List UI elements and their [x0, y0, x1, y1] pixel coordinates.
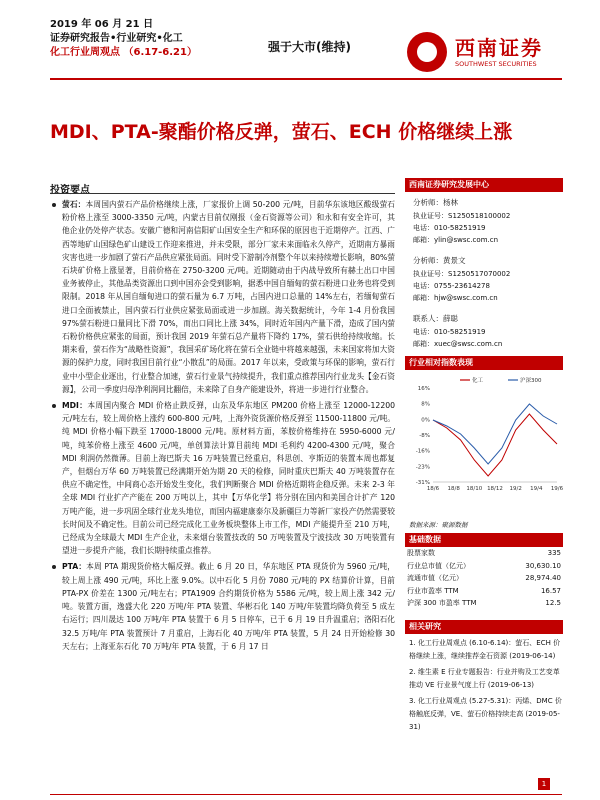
- summary-heading: 投资要点: [50, 185, 90, 196]
- basic-data-table: [405, 547, 563, 610]
- logo-text-cn: 西南证券: [455, 36, 543, 60]
- analyst-tel: 电话：0755-23614278: [413, 282, 490, 290]
- bullet-label: 萤石：: [62, 200, 86, 209]
- analyst-card: [413, 254, 563, 304]
- related-item[interactable]: 3. 化工行业周观点 (5.27-5.31)：丙烯、DMC 价格触底反弹，VE、萤石价格持续走高 (2019-05-31): [409, 696, 562, 731]
- related-heading: 相关研究: [405, 620, 563, 634]
- row-key: 行业总市值（亿元）: [407, 561, 470, 570]
- sidebar: [405, 178, 563, 737]
- chart-svg: [405, 370, 563, 520]
- report-date: 2019 年 06 月 21 日: [50, 19, 154, 30]
- x-tick-label: 18/12: [487, 486, 503, 492]
- report-series: 化工行业周观点 （6.17-6.21）: [50, 47, 197, 58]
- row-value: 12.5: [545, 599, 561, 607]
- analyst-role: 分析师：: [413, 256, 443, 265]
- row-value: 28,974.40: [525, 574, 561, 582]
- y-tick-label: 16%: [417, 386, 430, 392]
- y-tick-label: -23%: [415, 464, 430, 471]
- summary-bullet-fluorite: [50, 198, 395, 396]
- contact-mail[interactable]: 邮箱：xuec@swsc.com.cn: [413, 340, 503, 348]
- row-key: 流通市值（亿元）: [407, 574, 463, 582]
- series-line-1: [433, 404, 557, 464]
- y-tick-label: 0%: [421, 417, 430, 424]
- x-tick-label: 19/2: [509, 486, 522, 492]
- page-number: 1: [538, 778, 550, 790]
- table-row: [405, 560, 563, 573]
- series-line-0: [433, 414, 557, 476]
- analyst-role: 分析师：: [413, 198, 443, 207]
- row-value: 30,630.10: [525, 561, 561, 570]
- bullet-text: 本周国内萤石产品价格继续上涨，厂家报价上调 50-200 元/吨，目前华东该地区酸级萤石粉价格上涨至 3000-3350 元/吨，内蒙古目前仅刚报（金石资源等公司）和永和有安全许可，其他企业仍处停产状态。安徽广德和河南信阳矿山国安全生产和环保的原因也于近期停产。江西、广西等地矿山国绿色矿山建设工作迎来推进，并未受限，部分厂家未来面临永久停产，近期南方暴雨灾害也进一步加剧了萤石产品供应紧张局面。同时受下游制冷剂整个年以来持续增长影响，80%萤石块矿价格上涨显著，目前价格在 2750-3200 元/吨。近期随动由于内战导致所有赫土出口中国业务被停止，其他品类资源出口到中国亦会受到影响，据悉中国自缅甸的萤石粉进口业务也将受到限制。2018 年从国自缅甸进口的萤石量为 6.7 万吨，占国内进口总量的 14%左右，若缅甸萤石进口全面被禁止，国内萤石行业供应紧张局面或进一步加剧。海关数据统计，今年 1-4 月份我国 97%萤石粉进口量同比下滑 70%，而出口同比上涨 34%，同时近年国内产量下滑，造成了国内萤石粉价格供应紧张的局面，预计我国 2019 年萤石总产量将下降约 17%，萤石供给持续收缩。长期来看，萤石作为“战略性资源”，我国采矿场化将在萤石全业链中将越来越强，未来国家将加大资源的保护力度，同时我国目前行业“小散乱”的局面。2017 年以来，受政策与环保的影响，萤石行业中小型企业逐出，行业整合加速，萤石行业景气持续提升，我们重点推荐国内行业龙头【金石资源】，公司一季度归母净利润同比翻倍，未来除了自身产能建设外，将进一步进行行业整合。: [62, 200, 395, 394]
- company-logo: [405, 30, 565, 74]
- analyst-name: 黄景文: [443, 256, 466, 265]
- analyst-cert: 执业证号：S1250518100002: [413, 212, 511, 220]
- summary-body: [50, 198, 395, 773]
- row-key: 沪深 300 市盈率 TTM: [407, 599, 477, 607]
- analyst-card: [413, 196, 563, 246]
- page-title: MDI、PTA-聚酯价格反弹，萤石、ECH 价格继续上涨: [50, 121, 513, 143]
- analyst-cert: 执业证号：S1250517070002: [413, 270, 511, 278]
- report-category: 证券研究报告•行业研究•化工: [50, 33, 183, 44]
- contact-name: 薛聪: [443, 314, 458, 323]
- bullet-text: 本周国内聚合 MDI 价格止跌反弹，山东及华东地区 PM200 价格上涨至 12000-12200 元/吨左右，较上周价格上涨约 600-800 元/吨，上海外资货源价格反弹至 11500-11800 元/吨。纯 MDI 价格小幅下跌至 17000-18000 元/吨。原材料方面，苯胺价格维持在 5950-6000 元/吨，纯苯价格上涨至 4600 元/吨，单创算法计算目前纯 MDI 毛利约 4200-4300 元/吨，聚合 MDI 利润仍然微薄。目前上海巴斯夫 16 万吨装置已经重启，科思创、亨斯迈的装置本周也都复产，但烟台万华 60 万吨装置已经满期开始为期 20 天的检修，同时重庆巴斯夫 40 万吨装置存在供应不确定性，中间商心态开始发生变化，我们判断聚合 MDI 价格近期将企稳反弹。未来 2-3 年全球 MDI 行业扩产产能在 200 万吨以上，其中【万华化学】将分别在国内和美国合计扩产 120 万吨产能，进一步巩固全球行业龙头地位，而国内福建康泰尔及新疆巨力等新厂家投产仍然需要较长时间及不确定性。目前公司已经完成化工业务板块整体上市工作，MDI 产能提升至 210 万吨，已经成为全球最大 MDI 生产企业，未来烟台装置技改的 50 万吨装置及宁波技改 30 万吨装置有望进一步提升产能，我们长期持续重点推荐。: [62, 401, 395, 556]
- logo-mark-icon: [407, 32, 447, 72]
- y-tick-label: -16%: [415, 448, 430, 455]
- related-item[interactable]: 2. 维生素 E 行业专题报告：行业并购及工艺变革推动 VE 行业景气度上行 (2019-06-13): [409, 667, 560, 689]
- x-tick-label: 18/8: [447, 486, 460, 492]
- row-key: 股票家数: [407, 549, 435, 557]
- x-tick-label: 18/6: [426, 486, 440, 492]
- related-item[interactable]: 1. 化工行业周观点 (6.10-6.14)：萤石、ECH 价格继续上涨，继续推荐金石资源 (2019-06-14): [409, 638, 561, 660]
- logo-text-en: SOUTHWEST SECURITIES: [455, 60, 537, 68]
- industry-rating: 强于大市(维持): [268, 40, 351, 54]
- footer-divider: [50, 794, 562, 795]
- related-list: [405, 634, 563, 734]
- team-heading: 西南证券研究发展中心: [405, 178, 563, 192]
- x-tick-label: 18/10: [466, 486, 483, 492]
- contact-tel: 电话：010-58251919: [413, 328, 486, 336]
- bullet-text: 本周 PTA 期现货价格大幅反弹。截止 6 月 20 日，华东地区 PTA 现货价为 5960 元/吨，较上周上涨 490 元/吨，环比上涨 9.0%。以中石化 5 月份 7080 元/吨的 PX 结算价计算，目前 PTA-PX 价差在 1300 元/吨左右；PTA1909 合约期货价格为 5586 元/吨，较上周上涨 342 元/吨。装置方面，逸盛大化 220 万吨/年 PTA 装置、华彬石化 140 万吨/年装置均降负荷至 5 成左右运行；四川晟达 100 万吨/年 PTA 装置于 6 月 5 日停车，已于 6 月 19 日升温重启；洛阳石化 32.5 万吨/年 PTA 装置预计 7 月重启，上海石化 40 万吨/年 PTA 装置，5 月 24 日开始检修 30 天左右；上海亚东石化 70 万吨/年 PTA 装置，于 6 月 17 日: [62, 562, 395, 651]
- x-tick-label: 19/4: [530, 486, 543, 492]
- analyst-name: 杨林: [443, 198, 458, 207]
- bullet-label: PTA：: [62, 562, 87, 572]
- legend-label: 沪深300: [520, 378, 542, 384]
- summary-divider: [50, 193, 395, 194]
- contact-role: 联系人：: [413, 314, 443, 323]
- report-header: [50, 18, 197, 60]
- summary-bullet-pta: [50, 560, 395, 652]
- x-tick-label: 19/6: [550, 486, 563, 492]
- bullet-label: MDI：: [62, 401, 88, 411]
- row-value: 335: [547, 549, 561, 557]
- analyst-list: [405, 192, 563, 350]
- chart-heading: 行业相对指数表现: [405, 356, 563, 370]
- basic-data-heading: 基础数据: [405, 533, 563, 547]
- legend-label: 化工: [472, 378, 484, 384]
- summary-bullet-mdi: [50, 399, 395, 557]
- table-row: [405, 572, 563, 585]
- relative-index-chart: [405, 370, 563, 520]
- table-row: [405, 597, 563, 610]
- contact-card: [413, 312, 563, 350]
- table-row: [405, 547, 563, 560]
- chart-source: 数据来源：聚源数据: [409, 521, 468, 529]
- y-tick-label: -31%: [415, 480, 430, 486]
- row-key: 行业市盈率 TTM: [407, 586, 459, 595]
- analyst-mail[interactable]: 邮箱：ylin@swsc.com.cn: [413, 236, 499, 244]
- table-row: [405, 585, 563, 598]
- y-tick-label: 8%: [421, 401, 430, 408]
- analyst-mail[interactable]: 邮箱：hjw@swsc.com.cn: [413, 294, 498, 302]
- y-tick-label: -8%: [419, 433, 430, 439]
- analyst-tel: 电话：010-58251919: [413, 224, 486, 232]
- row-value: 16.57: [540, 586, 561, 595]
- header-divider: [50, 78, 562, 80]
